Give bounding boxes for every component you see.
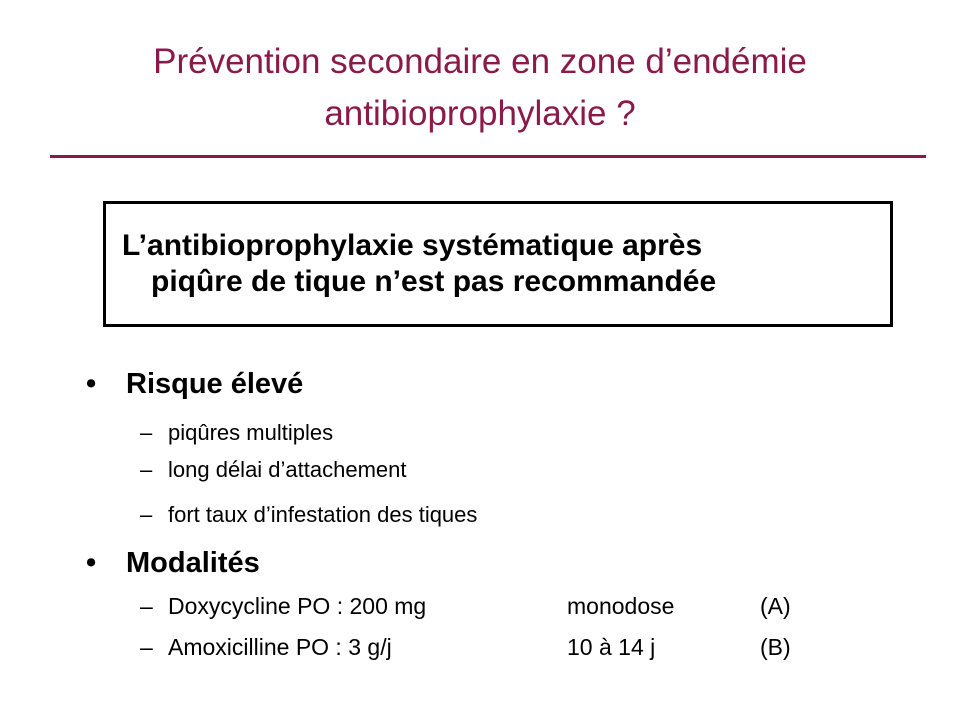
dash-icon: – <box>140 420 153 445</box>
bullet-label: Modalités <box>126 547 260 579</box>
title-underline <box>50 155 926 158</box>
regimen-grade: (B) <box>760 634 791 660</box>
list-item-text: long délai d’attachement <box>168 457 407 482</box>
regimen-duration: 10 à 14 j <box>567 634 656 660</box>
bullet-dot-icon: • <box>86 547 97 579</box>
title-line-2: antibioprophylaxie ? <box>324 94 636 133</box>
list-item-text: piqûres multiples <box>168 420 334 445</box>
regimen-duration: monodose <box>567 593 675 619</box>
dash-icon: – <box>140 502 153 527</box>
regimen-grade: (A) <box>760 593 791 619</box>
regimen-drug: Doxycycline PO : 200 mg <box>168 593 427 619</box>
bullet-label: Risque élevé <box>126 368 304 400</box>
bullet-dot-icon: • <box>86 368 97 400</box>
list-item-text: fort taux d’infestation des tiques <box>168 502 478 527</box>
title-line-1: Prévention secondaire en zone d’endémie <box>153 42 807 81</box>
regimen-drug: Amoxicilline PO : 3 g/j <box>168 634 392 660</box>
slide-title <box>0 36 960 140</box>
dash-icon: – <box>140 457 153 482</box>
callout-line-1: L’antibioprophylaxie systématique après <box>122 229 703 262</box>
callout-line-2: piqûre de tique n’est pas recommandée <box>151 265 717 298</box>
recommendation-callout-box <box>103 201 893 327</box>
dash-icon: – <box>140 634 153 660</box>
dash-icon: – <box>140 593 153 619</box>
